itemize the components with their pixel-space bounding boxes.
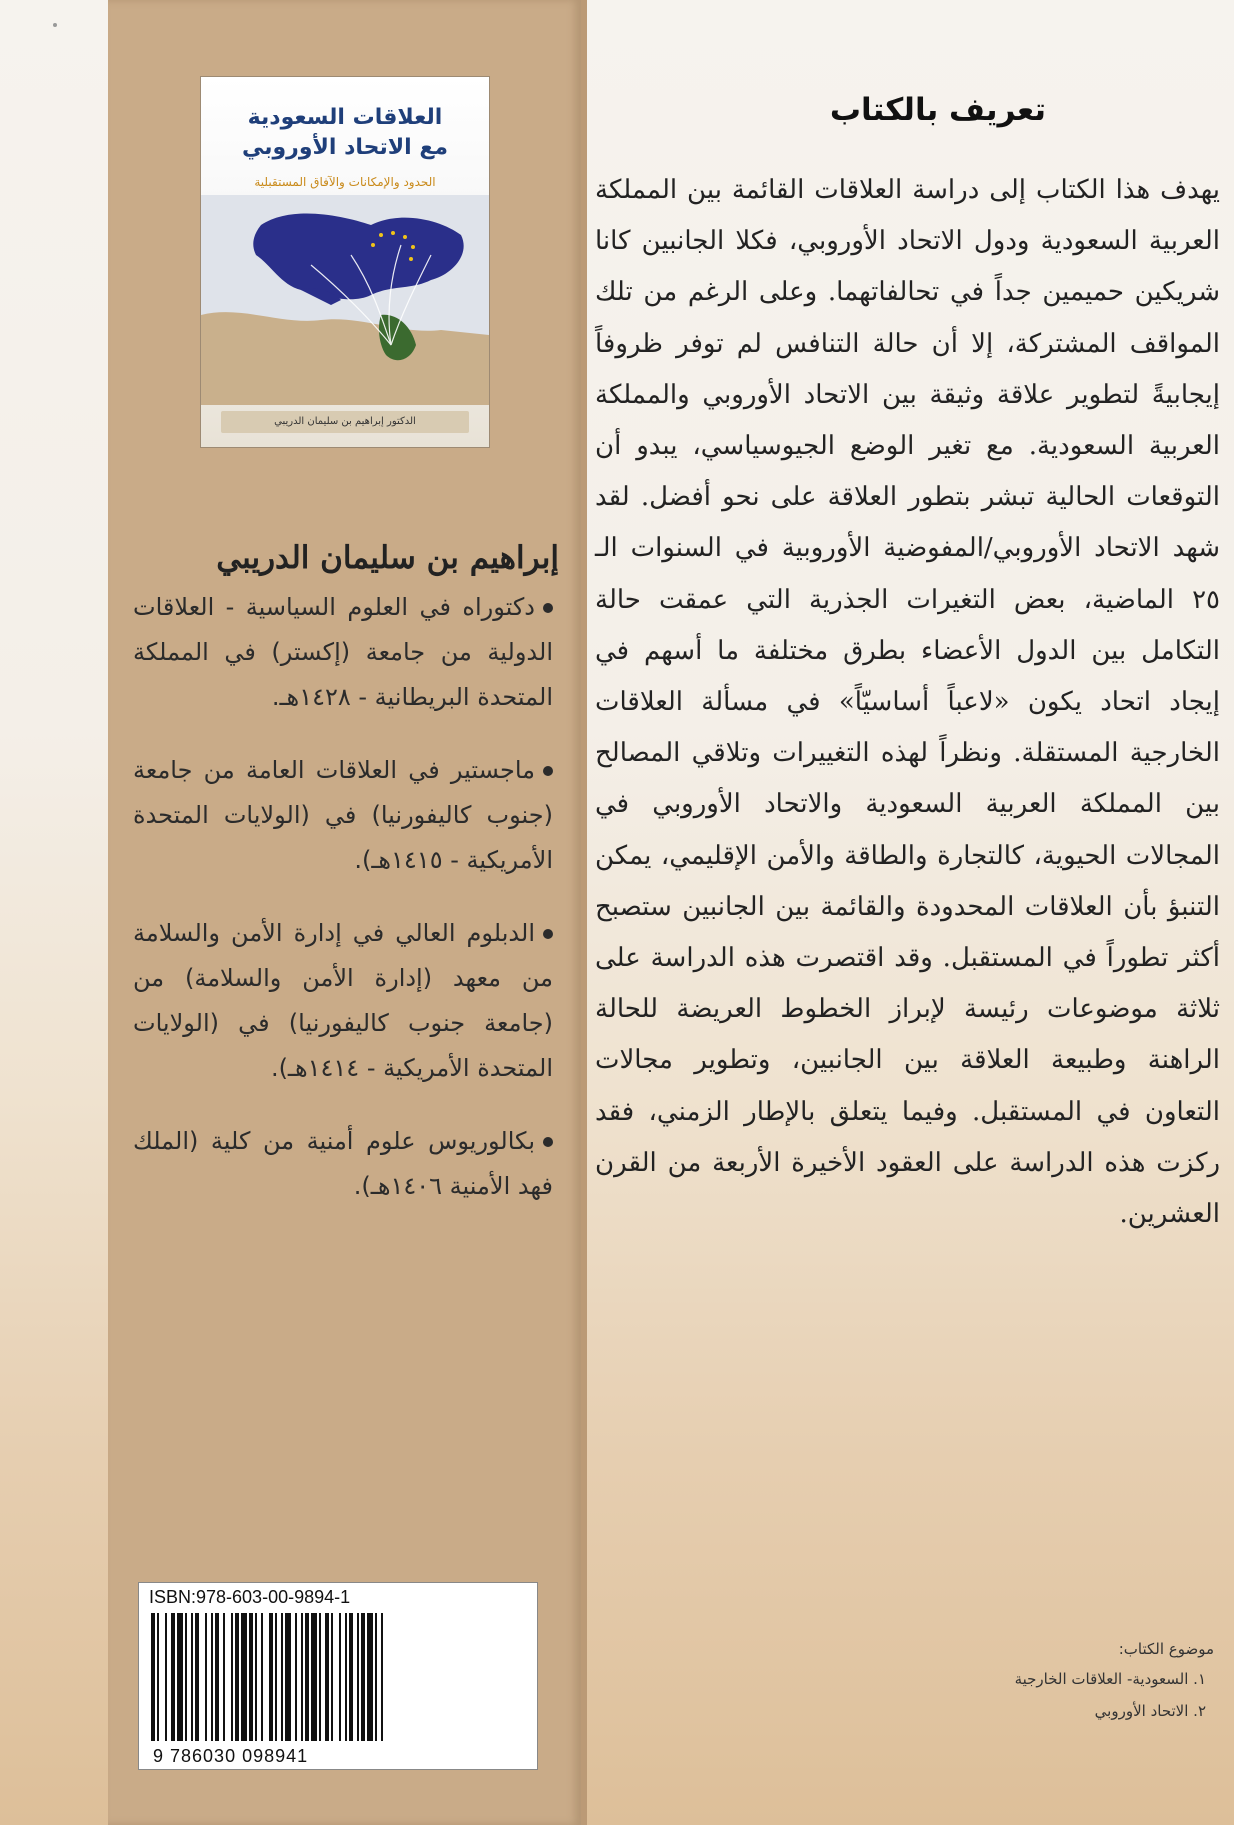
bullet-icon (543, 766, 553, 776)
barcode-bar (305, 1613, 309, 1741)
barcode-bar (275, 1613, 277, 1741)
barcode-bar (223, 1613, 225, 1741)
thumb-title-line1: العلاقات السعودية (247, 105, 443, 130)
topic-item: ١. السعودية- العلاقات الخارجية (1014, 1670, 1206, 1688)
barcode-bar (357, 1613, 359, 1741)
barcode-bar (375, 1613, 377, 1741)
barcode-bar (381, 1613, 383, 1741)
book-topics (1015, 1640, 1214, 1734)
barcode-bar (367, 1613, 373, 1741)
barcode-bar (211, 1613, 213, 1741)
description-paragraph: يهدف هذا الكتاب إلى دراسة العلاقات القائمة بين المملكة العربية السعودية ودول الاتحاد الأوروبي، فكلا الجانبين كانا شريكين حميمين جداً في تحالفاتهما. وعلى الرغم من تلك المواقف المشتركة، إلا أن حالة التنافس لم توفر ظروفاً إيجابيةً لتطوير علاقة وثيقة بين الاتحاد الأوروبي والمملكة العربية السعودية. مع تغير الوضع الجيوسياسي، يبدو أن التوقعات الحالية تبشر بتطور العلاقة على نحو أفضل. لقد شهد الاتحاد الأوروبي/المفوضية الأوروبية في السنوات الـ ٢٥ الماضية، بعض التغيرات الجذرية التي عمقت حالة التكامل بين الدول الأعضاء بطرق مختلفة ما أسهم في إيجاد اتحاد يكون «لاعباً أساسيّاً» في مسألة العلاقات الخارجية المستقلة. ونظراً لهذه التغييرات وتلاقي المصالح بين المملكة العربية السعودية والاتحاد الأوروبي في المجالات الحيوية، كالتجارة والطاقة والأمن الإقليمي، يمكن التنبؤ بأن العلاقات المحدودة والقائمة بين الجانبين ستصبح أكثر تطوراً في المستقبل. وقد اقتصرت هذه الدراسة على ثلاثة موضوعات رئيسة لإبراز الخطوط العريضة للحالة الراهنة وطبيعة العلاقة بين الجانبين، وتطوير مجالات التعاون في المستقبل. وفيما يتعلق بالإطار الزمني، فقد ركزت هذه الدراسة على العقود الأخيرة الأربعة من القرن العشرين. (595, 175, 1220, 1230)
thumb-title-line2: مع الاتحاد الأوروبي (241, 135, 448, 160)
barcode-bar (319, 1613, 321, 1741)
barcode-bar (349, 1613, 353, 1741)
qualification-item: دكتوراه في العلوم السياسية - العلاقات الدولية من جامعة (إكستر) في المملكة المتحدة البريطانية - ١٤٢٨هـ. (133, 593, 553, 711)
isbn-text: ISBN:978-603-00-9894-1 (149, 1587, 351, 1607)
barcode-bar (185, 1613, 187, 1741)
book-cover-thumbnail (200, 76, 490, 448)
barcode-bar (231, 1613, 233, 1741)
barcode-bar (325, 1613, 329, 1741)
qualification-item: الدبلوم العالي في إدارة الأمن والسلامة من معهد (إدارة الأمن والسلامة) من (جامعة جنوب كاليفورنيا) في (الولايات المتحدة الأمريكية - ١٤١٤هـ). (133, 919, 553, 1082)
bullet-icon (543, 929, 553, 939)
barcode-bar (311, 1613, 317, 1741)
barcode-bar (285, 1613, 291, 1741)
europe-map-illustration (201, 195, 489, 405)
barcode-bar (205, 1613, 207, 1741)
barcode-bar (339, 1613, 341, 1741)
barcode-bar (249, 1613, 253, 1741)
bullet-icon (543, 603, 553, 613)
page-title: تعريف بالكتاب (829, 92, 1046, 128)
topic-item: ٢. الاتحاد الأوروبي (1094, 1702, 1206, 1720)
qualification-item: ماجستير في العلاقات العامة من جامعة (جنوب كاليفورنيا) في (الولايات المتحدة الأمريكية - ١٤١٥هـ). (133, 756, 553, 874)
author-name: إبراهيم بن سليمان الدريبي (216, 540, 559, 576)
barcode-icon (151, 1613, 523, 1741)
barcode-bar (241, 1613, 247, 1741)
barcode-bar (269, 1613, 273, 1741)
barcode-digits: 9 786030 098941 (153, 1746, 309, 1766)
barcode-bar (157, 1613, 159, 1741)
panel-edge (581, 0, 587, 1825)
barcode-bar (191, 1613, 193, 1741)
barcode-bar (151, 1613, 155, 1741)
barcode-bar (281, 1613, 283, 1741)
barcode-bar (235, 1613, 239, 1741)
barcode-bar (261, 1613, 263, 1741)
barcode-bar (361, 1613, 365, 1741)
speck (53, 23, 57, 27)
topics-label: موضوع الكتاب: (1118, 1640, 1214, 1658)
barcode-bar (215, 1613, 219, 1741)
barcode-bar (195, 1613, 199, 1741)
barcode-bar (255, 1613, 257, 1741)
thumb-author-strip: الدكتور إبراهيم بن سليمان الدريبي (221, 411, 469, 433)
barcode-bar (331, 1613, 333, 1741)
barcode-bar (295, 1613, 297, 1741)
isbn-barcode (138, 1582, 538, 1770)
barcode-bar (177, 1613, 183, 1741)
back-cover-spine-panel (108, 0, 581, 1825)
bullet-icon (543, 1137, 553, 1147)
barcode-bar (345, 1613, 347, 1741)
book-description (595, 165, 1220, 1240)
qualifications-list (133, 585, 553, 1237)
barcode-bar (171, 1613, 175, 1741)
thumb-subtitle: الحدود والإمكانات والآفاق المستقبلية (254, 175, 436, 189)
qualification-item: بكالوريوس علوم أمنية من كلية (الملك فهد الأمنية ١٤٠٦هـ). (133, 1127, 553, 1200)
barcode-bar (165, 1613, 167, 1741)
barcode-bar (301, 1613, 303, 1741)
